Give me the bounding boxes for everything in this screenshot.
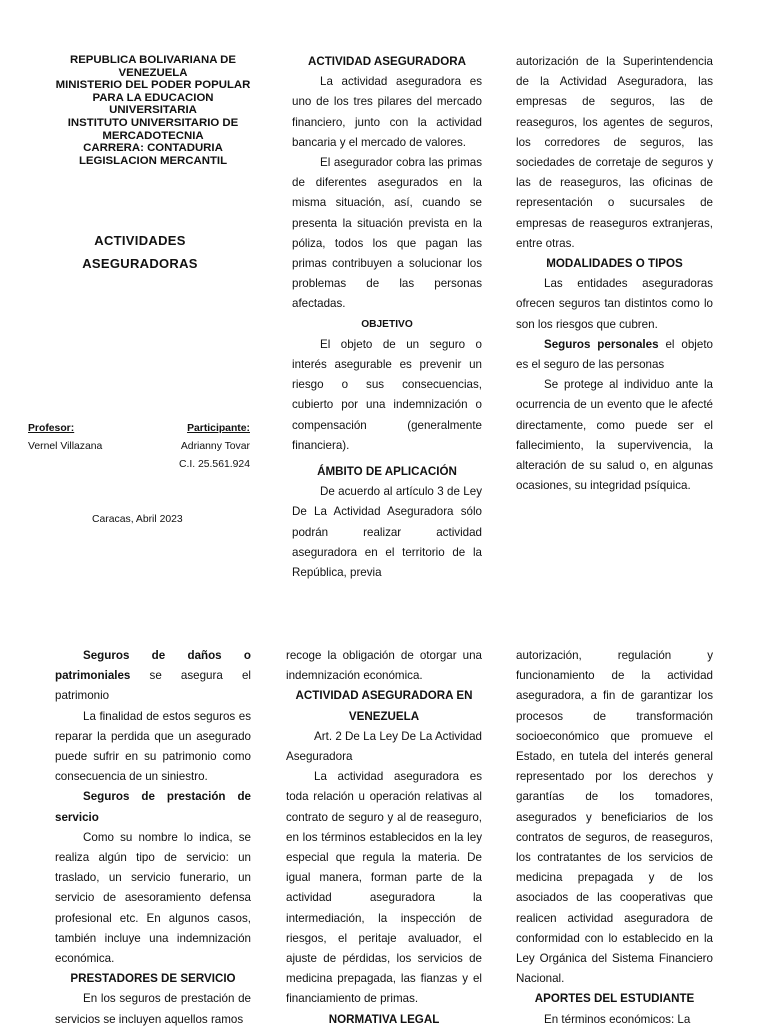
column-modalidades: [516, 52, 713, 496]
paragraph: autorización, regulación y funcionamiento de la actividad aseguradora, a fin de garantizar los procesos de transformación socioeconómico que promueve el Estado, en tutela del interés general representado por los derechos y garantías de los tomadores, asegurados y beneficiarios de los contratos de seguros, de reaseguros, los contratantes de los servicios de medicina prepagada y de los asociados de las cooperativas que realicen actividad aseguradora de conformidad con lo establecido en la Ley Orgánica del Sistema Financiero Nacional.: [516, 649, 713, 986]
column-actividad: [292, 52, 482, 583]
section-heading: APORTES DEL ESTUDIANTE: [534, 992, 695, 1006]
participante-name: Adrianny Tovar: [180, 441, 250, 452]
paragraph: El objeto de un seguro o interés asegurable es prevenir un riesgo o sus consecuencias, cubierto por una indemnización o compensación (generalmente financiera).: [292, 337, 482, 452]
paragraph: El asegurador cobra las primas de diferentes asegurados en la misma situación, así, cuando se presenta la situación prevista en la póliza, todos los que pagan las primas contribuyen a solucionar los problemas de las personas afectadas.: [292, 156, 482, 311]
section-heading: PRESTADORES DE SERVICIO: [70, 972, 236, 986]
section-heading: ÁMBITO DE APLICACIÓN: [317, 465, 457, 479]
header-line: MINISTERIO DEL PODER POPULAR PARA LA EDUCACION UNIVERSITARIA: [55, 79, 251, 117]
column-venezuela: [286, 646, 482, 1030]
place-date: Caracas, Abril 2023: [92, 514, 183, 525]
header-line: LEGISLACION MERCANTIL: [78, 154, 228, 167]
column-seguros: [55, 646, 251, 1030]
profesor-name: Vernel Villazana: [28, 441, 103, 452]
paragraph: La actividad aseguradora es uno de los tres pilares del mercado financiero, junto con la actividad bancaria y el mercado de valores.: [292, 75, 482, 149]
section-heading: MODALIDADES O TIPOS: [546, 257, 683, 271]
paragraph: recoge la obligación de otorgar una indemnización económica.: [286, 649, 482, 683]
paragraph: De acuerdo al artículo 3 de Ley De La Actividad Aseguradora sólo podrán realizar actividad aseguradora en el territorio de la República, previa: [292, 485, 482, 580]
term-definition: el objeto es el seguro de las personas: [516, 337, 713, 372]
bold-term: Seguros de prestación de servicio: [55, 790, 251, 824]
header-line: CARRERA: CONTADURIA: [83, 142, 223, 155]
section-heading-line: ACTIVIDAD ASEGURADORA EN: [295, 689, 473, 703]
paragraph: autorización de la Superintendencia de la Actividad Aseguradora, las empresas de seguros, las de reaseguros, los agentes de seguros, los corredores de seguros, las sociedades de corretaje de seguros y las de reaseguros, las oficinas de representación o sucursales de empresas de reaseguros extranjeras, entre otras.: [516, 55, 713, 250]
bold-term: Seguros personales: [544, 337, 659, 351]
paragraph: Se protege al individuo ante la ocurrencia de un evento que le afecté directamente, como puede ser el fallecimiento, la supervivencia, la alteración de su salud o, en algunas ocasiones, su integridad psíquica.: [516, 378, 713, 493]
header-line: INSTITUTO UNIVERSITARIO DE MERCADOTECNIA: [67, 116, 239, 142]
paragraph: En términos económicos: La: [544, 1012, 691, 1026]
paragraph: La finalidad de estos seguros es reparar la perdida que un asegurado puede sufrir en su patrimonio como consecuencia de un siniestro.: [55, 709, 251, 784]
header-line: REPUBLICA BOLIVARIANA DE VENEZUELA: [69, 54, 236, 79]
paragraph: Art. 2 De La Ley De La Actividad Aseguradora: [286, 729, 482, 764]
document-title: [55, 229, 225, 275]
term-definition: se asegura el patrimonio: [55, 669, 251, 703]
paragraph: [516, 335, 713, 375]
paragraph: La actividad aseguradora es toda relación u operación relativas al contrato de seguro y al de reaseguro, en los términos establecidos en la ley especial que regula la materia. De igual manera, forman parte de la actividad aseguradora la intermediación, la inspección de riesgos, el peritaje avaluador, el ajuste de pérdidas, los servicios de medicina prepagada, las fianzas y el financiamiento de primas.: [286, 770, 482, 1006]
paragraph: Las entidades aseguradoras ofrecen seguros tan distintos como lo son los riesgos que cubren.: [516, 277, 713, 331]
paragraph: Como su nombre lo indica, se realiza algún tipo de servicio: un traslado, un servicio funerario, un servicio de asesoramiento defensa profesional etc. En algunos casos, también incluye una indemnización económica.: [55, 830, 251, 966]
section-heading: ACTIVIDAD ASEGURADORA: [307, 55, 467, 68]
section-heading: NORMATIVA LEGAL: [328, 1012, 440, 1026]
paragraph: [55, 787, 251, 827]
institution-header: [55, 54, 251, 167]
participante-label: Participante:: [187, 423, 250, 434]
title-line-1: ACTIVIDADES: [94, 233, 186, 248]
bold-term: Seguros de daños o patrimoniales: [55, 649, 251, 683]
column-normativa: [516, 646, 713, 1030]
paragraph: En los seguros de prestación de servicios se incluyen aquellos ramos: [55, 992, 251, 1026]
paragraph: [55, 646, 251, 707]
section-heading-line: VENEZUELA: [348, 709, 420, 723]
profesor-label: Profesor:: [28, 423, 75, 434]
section-heading: OBJETIVO: [361, 318, 413, 330]
participante-ci: C.I. 25.561.924: [178, 459, 250, 470]
title-line-2: ASEGURADORAS: [82, 256, 198, 271]
